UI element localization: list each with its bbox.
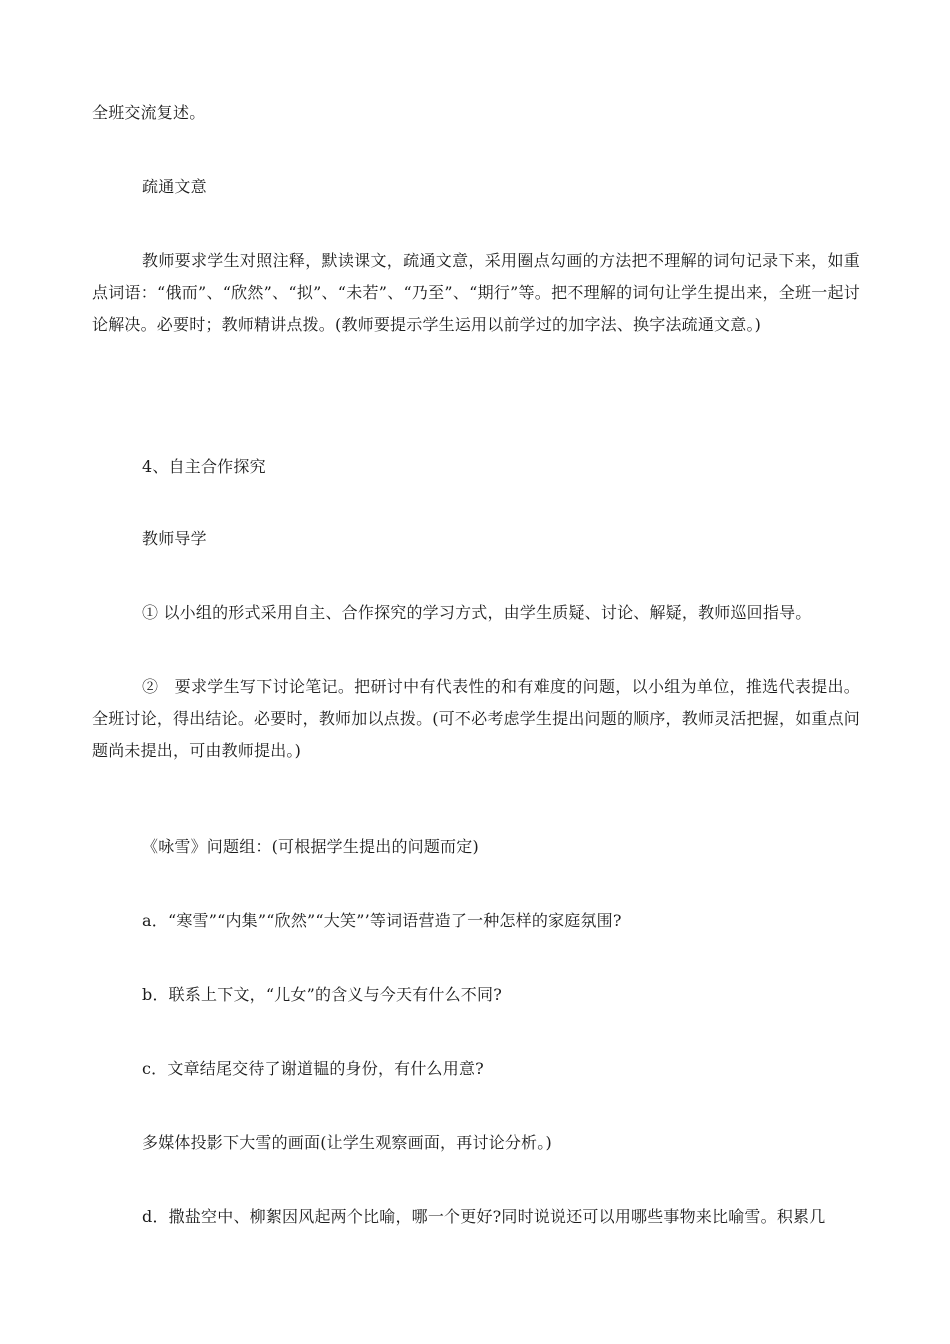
paragraph-discussion-notes: ② 要求学生写下讨论笔记。把研讨中有代表性的和有难度的问题，以小组为单位，推选代表提出。全班讨论，得出结论。必要时，教师加以点拨。(可不必考虑学生提出问题的顺序，教师灵活把握，如重点问题尚未提出，可由教师提出。) (92, 677, 860, 760)
question-a: a．“寒雪”“内集”“欣然”“大笑”’等词语营造了一种怎样的家庭氛围? (142, 911, 622, 930)
heading-understand-text: 疏通文意 (142, 177, 207, 196)
paragraph-group-inquiry: ① 以小组的形式采用自主、合作探究的学习方式，由学生质疑、讨论、解疑，教师巡回指导。 (142, 603, 812, 622)
heading-cooperative-inquiry: 4、自主合作探究 (142, 457, 266, 476)
question-b: b．联系上下文，“儿女”的含义与今天有什么不同? (142, 985, 502, 1004)
heading-question-group: 《咏雪》问题组：(可根据学生提出的问题而定) (142, 837, 479, 856)
question-d: d．撒盐空中、柳絮因风起两个比喻，哪一个更好?同时说说还可以用哪些事物来比喻雪。积累几 (142, 1207, 826, 1226)
paragraph-class-retell: 全班交流复述。 (92, 103, 206, 122)
paragraph-multimedia: 多媒体投影下大雪的画面(让学生观察画面，再讨论分析。) (142, 1133, 552, 1152)
heading-teacher-guide: 教师导学 (142, 529, 207, 548)
paragraph-teacher-requirements: 教师要求学生对照注释，默读课文，疏通文意，采用圈点勾画的方法把不理解的词句记录下来，如重点词语：“俄而”、“欣然”、“拟”、“未若”、“乃至”、“期行”等。把不理解的词句让学生提出来，全班一起讨论解决。必要时；教师精讲点拨。(教师要提示学生运用以前学过的加字法、换字法疏通文意。) (92, 251, 860, 334)
question-c: c．文章结尾交待了谢道韫的身份，有什么用意? (142, 1059, 484, 1078)
